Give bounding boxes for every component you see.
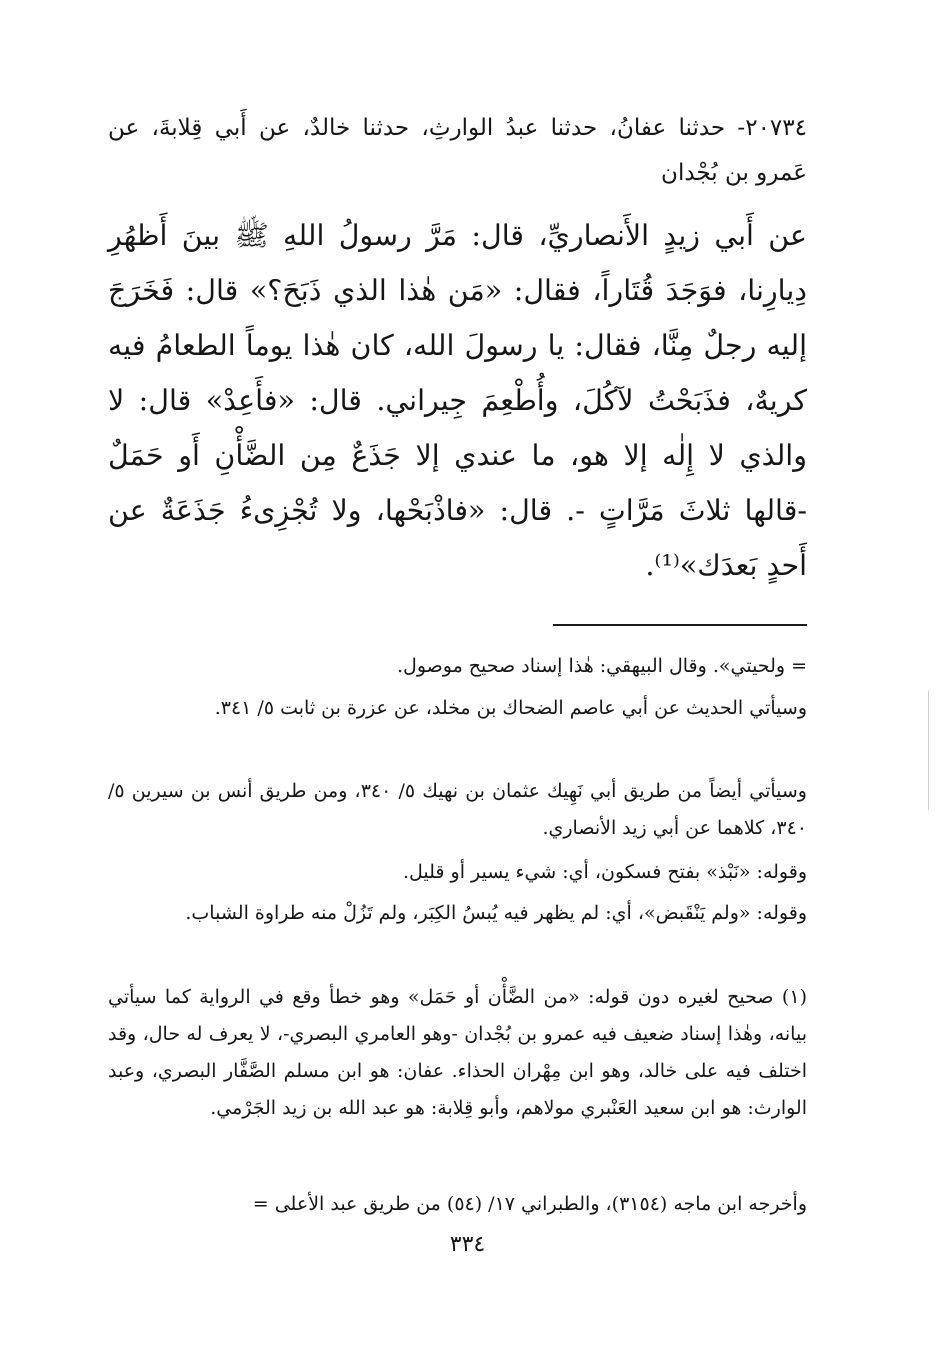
hadith-isnad: ٢٠٧٣٤- حدثنا عفانُ، حدثنا عبدُ الوارثِ، حدثنا خالدٌ، عن أَبي قِلابةَ، عن عَمرو بن بُجْدان <box>108 115 807 186</box>
hadith-matn: عن أَبي زيدٍ الأَنصاريِّ، قال: مَرَّ رسولُ اللهِ ﷺ بينَ أَظهُرِ دِيارِنا، فوَجَدَ قُتَاراً، فقال: «مَن هٰذا الذي ذَبَحَ؟» قال: فَخَرَجَ إليه رجلٌ مِنَّا، فقال: يا رسولَ الله، كان هٰذا يوماً الطعامُ فيه كريهٌ، فذَبَحْتُ لآكُلَ، وأُطْعِمَ جِيراني. قال: «فأَعِدْ» قال: لا والذي لا إِلٰه إلا هو، ما عندي إلا جَذَعٌ مِن الضَّأْنِ أَو حَمَلٌ -قالها ثلاثَ مَرَّاتٍ -. قال: «فاذْبَحْها، ولا تُجْزِىءُ جَذَعَةٌ عن أَحدٍ بَعدَك»⁽¹⁾. <box>108 219 807 582</box>
footnote-paragraph: وقوله: «نَبْذ» بفتح فسكون، أي: شيء يسير أو قليل. <box>402 861 807 883</box>
page-number: ٣٣٤ <box>449 1232 486 1257</box>
footnote-continuation: = ولحيتي». وقال البيهقي: هٰذا إسناد صحيح موصول. <box>396 655 807 677</box>
footnote-paragraph: وقوله: «ولم يَنْقَبض»، أي: لم يظهر فيه يُبسُ الكِبَر، ولم تَزُلْ منه طراوة الشباب. <box>185 902 807 924</box>
footnote-paragraph: وسيأتي الحديث عن أبي عاصم الضحاك بن مخلد، عن عزرة بن ثابت ٥/ ٣٤١. <box>214 697 807 719</box>
footnote-separator <box>553 624 807 626</box>
footnote-paragraph: وسيأتي أيضاً من طريق أبي نَهِيك عثمان بن نهيك ٥/ ٣٤٠، ومن طريق أنس بن سيرين ٥/ ٣٤٠، كلاهما عن أبي زيد الأنصاري. <box>108 780 807 839</box>
footnote-1: (١) صحيح لغيره دون قوله: «من الضَّأْن أو حَمَل» وهو خطأ وقع في الرواية كما سيأتي بيانه، وهٰذا إسناد ضعيف فيه عمرو بن بُجْدان -وهو العامري البصري-، لا يعرف له حال، وقد اختلف فيه على خالد، وهو ابن مِهْران الحذاء. عفان: هو ابن مسلم الصَّفَّار البصري، وعبد الوارث: هو ابن سعيد العَنْبري مولاهم، وأبو قِلابة: هو عبد الله بن زيد الجَرْمي. <box>108 986 807 1119</box>
scan-edge-mark <box>928 690 929 810</box>
footnote-paragraph: وأخرجه ابن ماجه (٣١٥٤)، والطبراني ١٧/ (٥٤) من طريق عبد الأعلى = <box>252 1193 807 1215</box>
